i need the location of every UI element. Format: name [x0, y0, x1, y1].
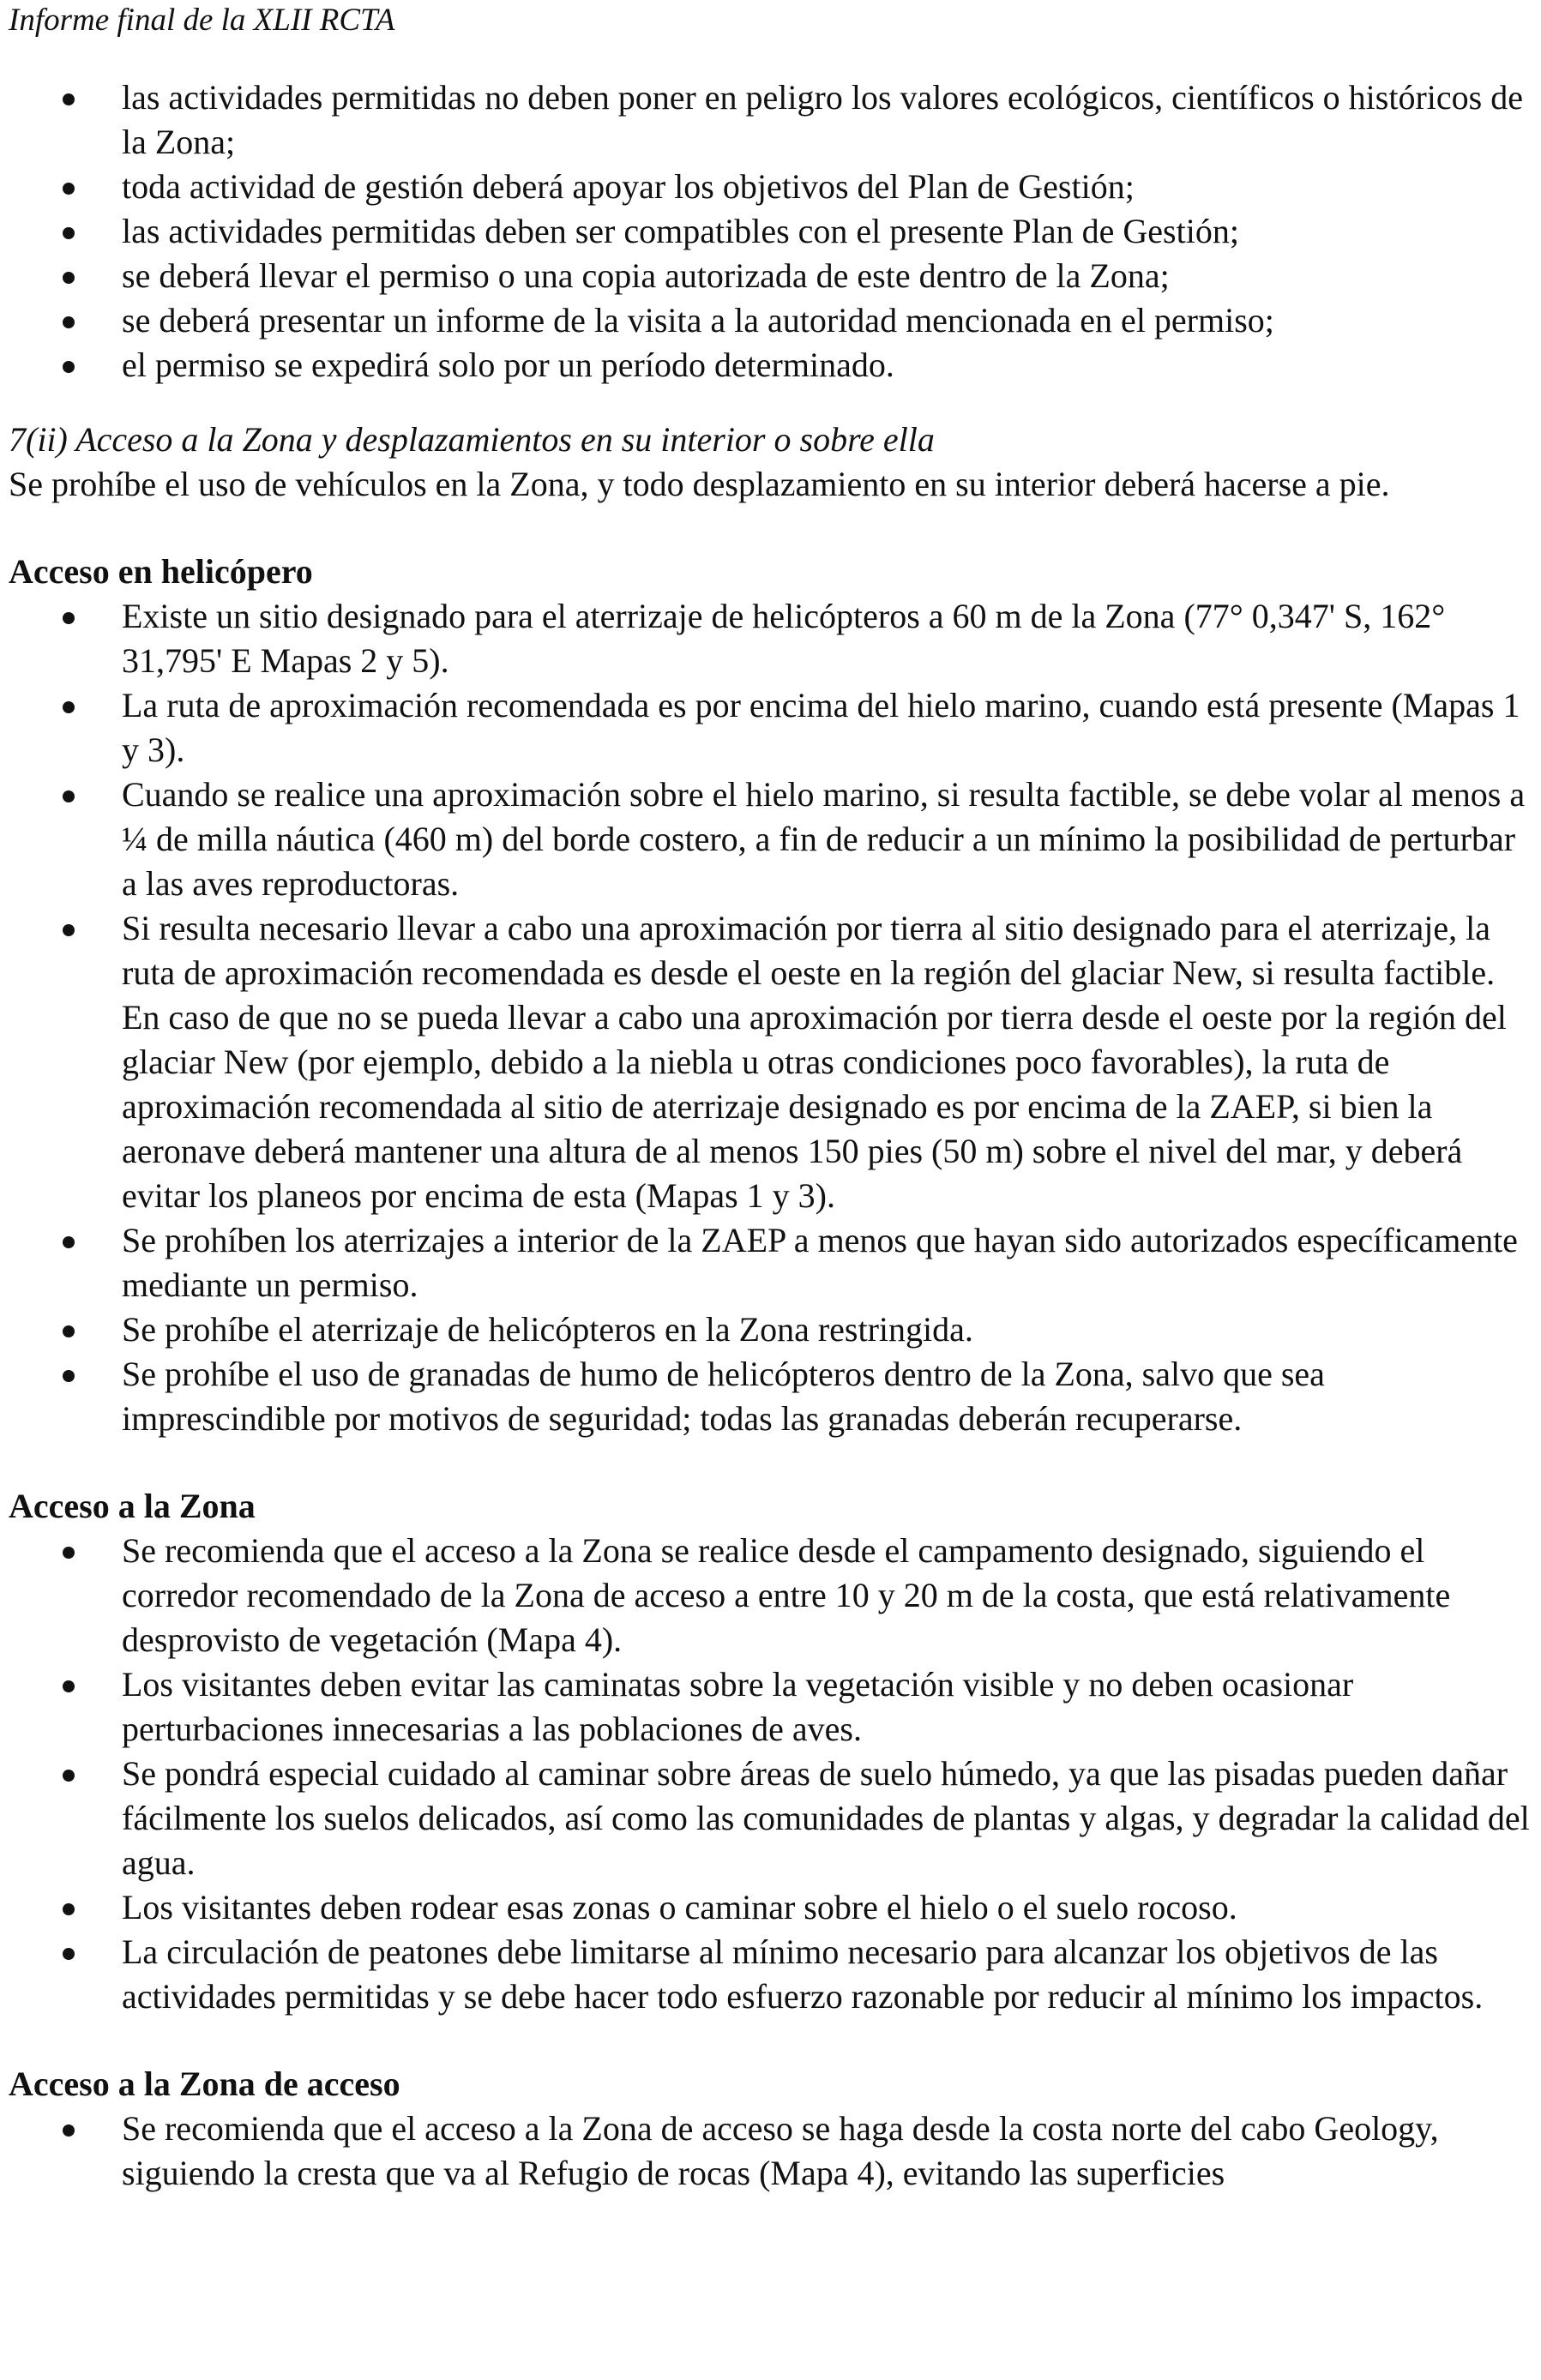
list-item-text: las actividades permitidas no deben poner en peligro los valores ecológicos, científicos o históricos de la Zona;	[122, 78, 1523, 161]
list-item	[9, 683, 1533, 772]
bullet-icon	[63, 701, 75, 713]
subsection-title: 7(ii) Acceso a la Zona y desplazamientos en su interior o sobre ella	[9, 420, 935, 459]
list-item	[9, 165, 1533, 209]
list-item	[9, 1930, 1533, 2019]
list-item-text: el permiso se expedirá solo por un período determinado.	[122, 346, 894, 384]
bullet-icon	[63, 1236, 75, 1248]
bullet-icon	[63, 790, 75, 802]
list-item-text: Los visitantes deben rodear esas zonas o caminar sobre el hielo o el suelo rocoso.	[122, 1888, 1237, 1926]
list-item-text: La ruta de aproximación recomendada es por encima del hielo marino, cuando está presente (Mapas 1 y 3).	[122, 686, 1520, 769]
bullet-icon	[63, 1370, 75, 1382]
list-item-text: toda actividad de gestión deberá apoyar los objetivos del Plan de Gestión;	[122, 167, 1135, 206]
bullet-icon	[63, 227, 75, 239]
list-item	[9, 343, 1533, 388]
paragraph: Se prohíbe el uso de vehículos en la Zona, y todo desplazamiento en su interior deberá hacerse a pie.	[9, 465, 1390, 503]
list-item-text: Existe un sitio designado para el aterrizaje de helicópteros a 60 m de la Zona (77° 0,347' S, 162° 31,795' E Mapas 2 y 5).	[122, 597, 1446, 680]
list-item	[9, 75, 1533, 165]
section-heading-access-zone-access: Acceso a la Zona de acceso	[9, 2064, 400, 2103]
bullet-icon	[63, 272, 75, 284]
helicopter-access-list	[9, 594, 1533, 1441]
bullet-icon	[63, 2125, 75, 2137]
bullet-icon	[63, 93, 75, 105]
list-item	[9, 1307, 1533, 1352]
bullet-icon	[63, 1948, 75, 1960]
bullet-icon	[63, 1325, 75, 1337]
bullet-icon	[63, 361, 75, 373]
list-item-text: Se recomienda que el acceso a la Zona de acceso se haga desde la costa norte del cabo Geology, siguiendo la cresta que va al Refugio de rocas (Mapa 4), evitando las superficies	[122, 2109, 1439, 2192]
list-item	[9, 1529, 1533, 1662]
list-item	[9, 254, 1533, 298]
list-item-text: Se pondrá especial cuidado al caminar sobre áreas de suelo húmedo, ya que las pisadas pueden dañar fácilmente los suelos delicados, así como las comunidades de plantas y algas, y degradar la calidad del agua.	[122, 1754, 1530, 1882]
list-item-text: Se prohíben los aterrizajes a interior de la ZAEP a menos que hayan sido autorizados específicamente mediante un permiso.	[122, 1221, 1518, 1304]
bullet-icon	[63, 316, 75, 328]
list-item	[9, 1352, 1533, 1441]
list-item-text: La circulación de peatones debe limitarse al mínimo necesario para alcanzar los objetivos de las actividades permitidas y se debe hacer todo esfuerzo razonable por reducir al mínimo los impactos.	[122, 1932, 1484, 2016]
list-item-text: se deberá llevar el permiso o una copia autorizada de este dentro de la Zona;	[122, 256, 1170, 295]
bullet-icon	[63, 1547, 75, 1559]
list-item	[9, 906, 1533, 1218]
list-item	[9, 772, 1533, 906]
section-heading-zone-access: Acceso a la Zona	[9, 1487, 256, 1525]
list-item-text: se deberá presentar un informe de la visita a la autoridad mencionada en el permiso;	[122, 301, 1274, 340]
zone-access-list	[9, 1529, 1533, 2019]
bullet-icon	[63, 924, 75, 936]
page-content	[9, 75, 1533, 2196]
list-item-text: Se prohíbe el uso de granadas de humo de helicópteros dentro de la Zona, salvo que sea imprescindible por motivos de seguridad; todas las granadas deberán recuperarse.	[122, 1355, 1325, 1438]
list-item	[9, 594, 1533, 683]
running-header: Informe final de la XLII RCTA	[9, 3, 395, 38]
bullet-icon	[63, 1680, 75, 1692]
list-item	[9, 1752, 1533, 1885]
list-item	[9, 2107, 1533, 2196]
list-item-text: Cuando se realice una aproximación sobre el hielo marino, si resulta factible, se debe volar al menos a ¼ de milla náutica (460 m) del borde costero, a fin de reducir a un mínimo la posibilidad de perturbar a las aves reproductoras.	[122, 775, 1526, 903]
permit-conditions-list	[9, 75, 1533, 388]
list-item-text: las actividades permitidas deben ser compatibles con el presente Plan de Gestión;	[122, 212, 1239, 250]
list-item	[9, 298, 1533, 343]
bullet-icon	[63, 1770, 75, 1782]
access-zone-access-list	[9, 2107, 1533, 2196]
list-item	[9, 1662, 1533, 1752]
list-item	[9, 1218, 1533, 1307]
list-item-text: Se recomienda que el acceso a la Zona se realice desde el campamento designado, siguiendo el corredor recomendado de la Zona de acceso a entre 10 y 20 m de la costa, que está relativamente desprovisto de vegetación (Mapa 4).	[122, 1531, 1451, 1659]
list-item	[9, 1885, 1533, 1930]
bullet-icon	[63, 1903, 75, 1915]
bullet-icon	[63, 612, 75, 624]
list-item	[9, 209, 1533, 254]
list-item-text: Los visitantes deben evitar las caminatas sobre la vegetación visible y no deben ocasionar perturbaciones innecesarias a las poblaciones de aves.	[122, 1665, 1354, 1748]
list-item-text: Si resulta necesario llevar a cabo una aproximación por tierra al sitio designado para el aterrizaje, la ruta de aproximación recomendada es desde el oeste en la región del glaciar New, si resulta factible. En caso de que no se pueda llevar a cabo una aproximación por tierra desde el oeste por la región del glaciar New (por ejemplo, debido a la niebla u otras condiciones poco favorables), la ruta de aproximación recomendada al sitio de aterrizaje designado es por encima de la ZAEP, si bien la aeronave deberá mantener una altura de al menos 150 pies (50 m) sobre el nivel del mar, y deberá evitar los planeos por encima de esta (Mapas 1 y 3).	[122, 909, 1507, 1215]
list-item-text: Se prohíbe el aterrizaje de helicópteros en la Zona restringida.	[122, 1310, 973, 1349]
bullet-icon	[63, 183, 75, 195]
section-heading-helicopter-access: Acceso en helicópero	[9, 552, 313, 591]
